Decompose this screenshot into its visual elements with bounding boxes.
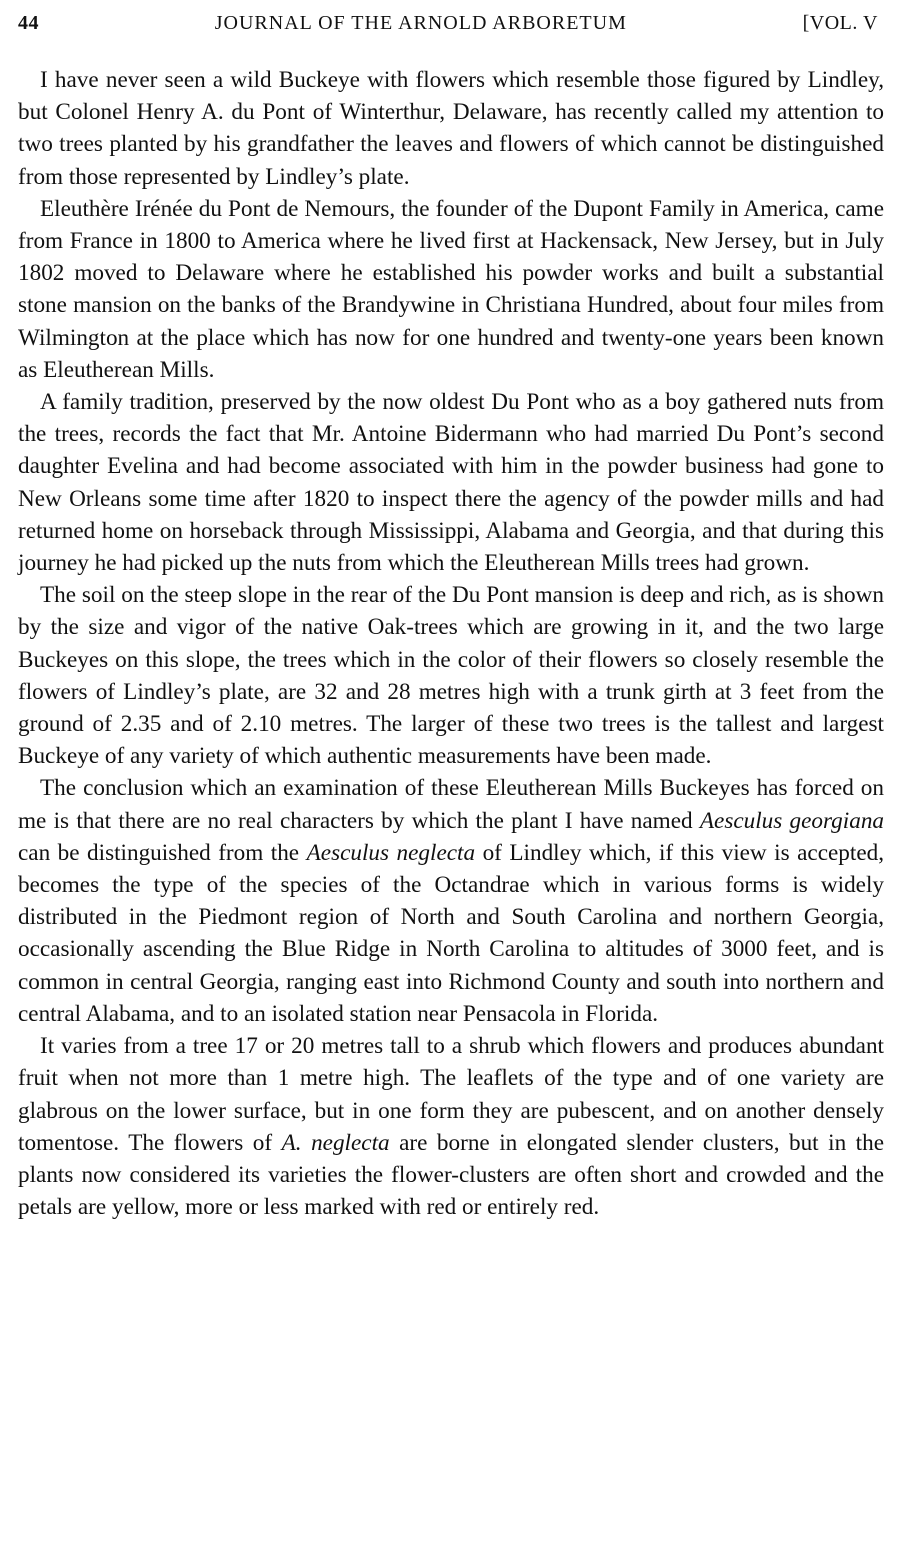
- species-name-aesculus-neglecta: Aesculus neglecta: [306, 839, 476, 866]
- page-number: 44: [18, 12, 39, 34]
- paragraph-5-text-b: can be distinguished from the: [18, 839, 307, 866]
- paragraph-6-text-a: It varies from a tree 17 or 20 metres tall to a shrub which flowers and produces abundant fruit when not more than 1 metre high. The leaflets of the type and of one variety are glabrous on the lower surface, but in one form they are pubescent, and on another densely tomentose. The flowers of: [18, 1033, 884, 1156]
- journal-title: JOURNAL OF THE ARNOLD ARBORETUM: [214, 12, 627, 34]
- paragraph-5: [18, 772, 884, 1030]
- paragraph-3: A family tradition, preserved by the now oldest Du Pont who as a boy gathered nuts from the trees, records the fact that Mr. Antoine Bidermann who had married Du Pont’s second daughter Evelina and had become associated with him in the powder business had gone to New Orleans some time after 1820 to inspect there the agency of the powder mills and had returned home on horseback through Mississippi, Alabama and Georgia, and that during this journey he had picked up the nuts from which the Eleutherean Mills trees had grown.: [18, 389, 884, 577]
- paragraph-4: The soil on the steep slope in the rear of the Du Pont mansion is deep and rich, as is shown by the size and vigor of the native Oak-trees which are growing in it, and the two large Buckeyes on this slope, the trees which in the color of their flowers so closely resemble the flowers of Lindley’s plate, are 32 and 28 metres high with a trunk girth at 3 feet from the ground of 2.35 and of 2.10 metres. The larger of these two trees is the tallest and largest Buckeye of any variety of which authentic measurements have been made.: [18, 582, 884, 770]
- paragraph-5-text-a: The conclusion which an examination of these Eleutherean Mills Buckeyes has forced on me is that there are no real characters by which the plant I have named: [18, 775, 884, 834]
- paragraph-6: [18, 1030, 884, 1223]
- species-name-a-neglecta: A. neglecta: [281, 1129, 390, 1156]
- species-name-aesculus-georgiana: Aesculus georgiana: [699, 807, 885, 834]
- volume-label: [VOL. V: [802, 12, 878, 34]
- paragraph-2: Eleuthère Irénée du Pont de Nemours, the founder of the Dupont Family in America, came from France in 1800 to America where he lived first at Hackensack, New Jersey, but in July 1802 moved to Delaware where he established his powder works and built a substantial stone mansion on the banks of the Brandywine in Christiana Hundred, about four miles from Wilmington at the place which has now for one hundred and twenty-one years been known as Eleutherean Mills.: [18, 195, 884, 383]
- paragraph-6-text-b: are borne in elongated slender clusters, but in the plants now considered its varieties the flower-clusters are often short and crowded and the petals are yellow, more or less marked with red or entirely red.: [18, 1129, 884, 1221]
- running-head: [18, 12, 884, 46]
- paragraph-1: I have never seen a wild Buckeye with flowers which resemble those figured by Lindley, but Colonel Henry A. du Pont of Winterthur, Delaware, has recently called my attention to two trees planted by his grandfather the leaves and flowers of which cannot be distinguished from those represented by Lindley’s plate.: [18, 67, 884, 190]
- paragraph-5-text-c: of Lindley which, if this view is accepted, becomes the type of the species of the Octandrae which in various forms is widely distributed in the Piedmont region of North and South Carolina and northern Georgia, occasionally ascending the Blue Ridge in North Carolina to altitudes of 3000 feet, and is common in central Georgia, ranging east into Richmond County and south into northern and central Alabama, and to an isolated station near Pensacola in Florida.: [18, 839, 885, 1027]
- article-body: [18, 64, 884, 1223]
